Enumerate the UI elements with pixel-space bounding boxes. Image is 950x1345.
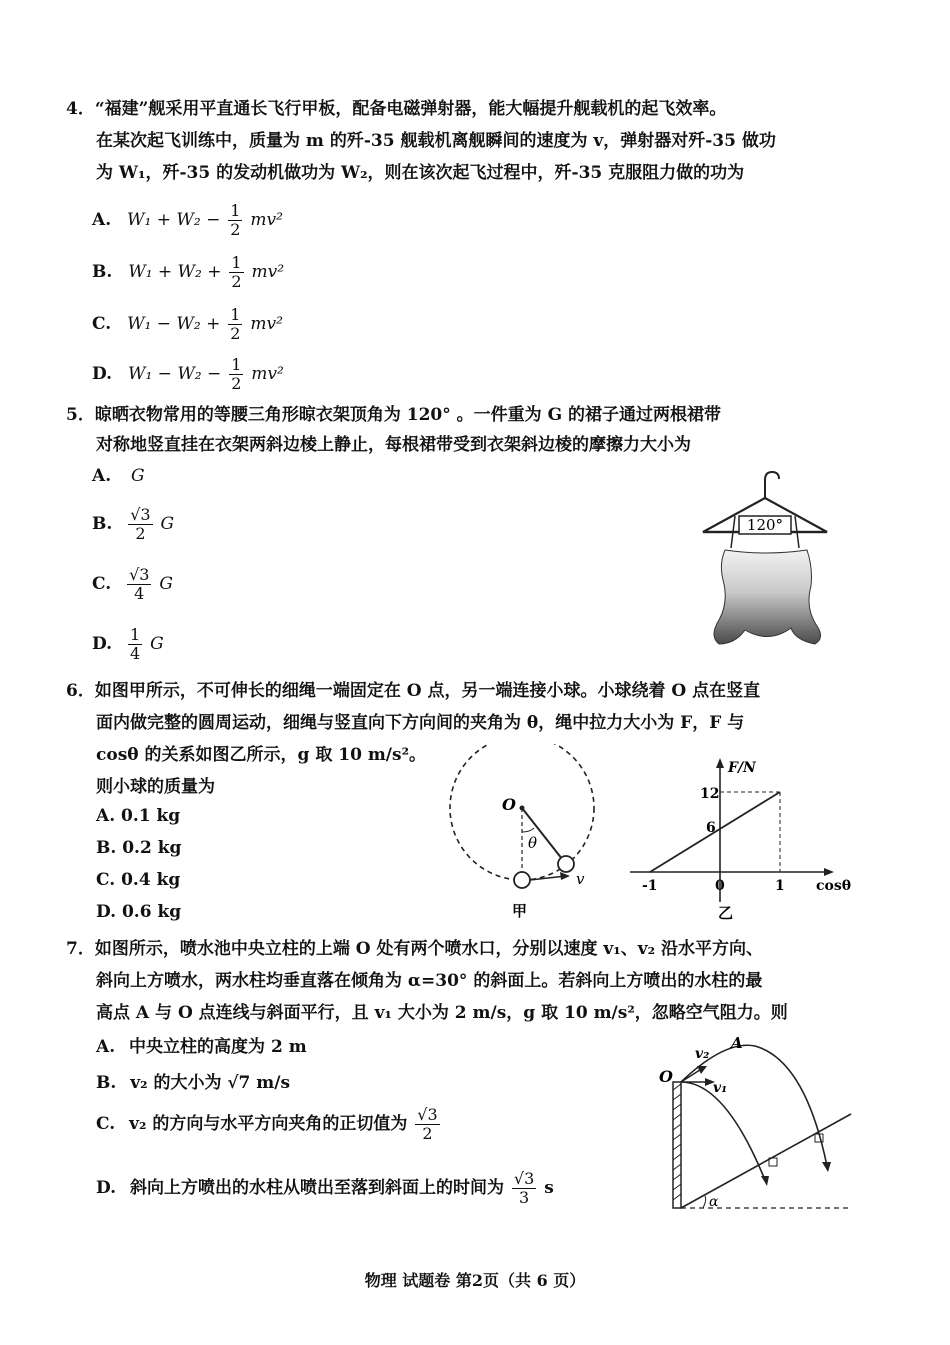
- label-o: O: [502, 795, 516, 814]
- option-text: v₂ 的方向与水平方向夹角的正切值为: [129, 1114, 408, 1134]
- q6-line-2: 面内做完整的圆周运动，细绳与竖直向下方向间的夹角为 θ，绳中拉力大小为 F，F 与: [96, 713, 745, 733]
- option-label: B.: [96, 1073, 117, 1093]
- option-label: A.: [92, 210, 112, 230]
- q4-option-d: [92, 356, 284, 393]
- q6-option-b: B. 0.2 kg: [96, 838, 182, 858]
- page-footer: 物理 试题卷 第2页（共 6 页）: [364, 1271, 586, 1290]
- q6-line-1: 6．如图甲所示，不可伸长的细绳一端固定在 O 点，另一端连接小球。小球绕着 O 点在竖直: [66, 681, 761, 701]
- option-label: B.: [92, 514, 113, 534]
- q6-option-c: C. 0.4 kg: [96, 870, 181, 890]
- option-text: 斜向上方喷出的水柱从喷出至落到斜面上的时间为: [129, 1178, 504, 1198]
- option-tail: mv²: [250, 210, 283, 230]
- q4-option-c: [92, 306, 283, 343]
- q4-option-b: [92, 254, 284, 291]
- ytick-6: 6: [706, 820, 716, 836]
- option-tail: G: [159, 574, 173, 594]
- x-label: cosθ: [816, 878, 852, 894]
- option-label: D.: [92, 364, 113, 384]
- q7-option-b: [96, 1068, 290, 1093]
- force-graph-figure: [620, 752, 860, 922]
- q5-option-a: [92, 466, 145, 486]
- q7-option-d: [96, 1170, 554, 1207]
- fraction: $\frac{√3}{4}$: [129, 565, 150, 603]
- caption-jia: 甲: [512, 902, 528, 920]
- circular-motion-figure: [440, 744, 610, 924]
- label-v1: v₁: [713, 1080, 728, 1096]
- fraction: $\frac{1}{2}$: [230, 201, 241, 239]
- fraction: $\frac{√3}{2}$: [130, 505, 151, 543]
- q7-line-3: 高点 A 与 O 点连线与斜面平行，且 v₁ 大小为 2 m/s，g 取 10 m/s²，忽略空气阻力。则: [96, 1003, 788, 1023]
- option-expr: W₁ − W₂ −: [127, 364, 222, 384]
- option-expr: W₁ − W₂ +: [127, 314, 221, 334]
- option-text: v₂ 的大小为 √7 m/s: [130, 1073, 291, 1093]
- option-label: D.: [96, 1178, 117, 1198]
- option-text: 中央立柱的高度为 2 m: [129, 1037, 307, 1057]
- option-label: D.: [92, 634, 113, 654]
- caption-yi: 乙: [718, 904, 734, 922]
- trajectory-1: [681, 1082, 765, 1180]
- option-tail: mv²: [251, 262, 285, 282]
- option-label: B.: [92, 262, 113, 282]
- q6-line-3: cosθ 的关系如图乙所示，g 取 10 m/s²。: [96, 745, 427, 765]
- option-label: A.: [92, 466, 112, 486]
- option-expr: W₁ + W₂ −: [127, 210, 221, 230]
- option-label: A.: [96, 1037, 116, 1057]
- fraction: $\frac{1}{4}$: [129, 625, 141, 663]
- q4-line-3: 为 W₁，歼-35 的发动机做功为 W₂，则在该次起飞过程中，歼-35 克服阻力做的功为: [96, 163, 745, 183]
- option-tail: mv²: [250, 314, 283, 334]
- option-tail: G: [160, 514, 175, 534]
- option-tail: G: [150, 634, 164, 654]
- fountain-figure: [655, 1030, 860, 1215]
- xtick-1: 1: [775, 878, 785, 894]
- q5-line-1: 5．晾晒衣物常用的等腰三角形晾衣架顶角为 120° 。一件重为 G 的裙子通过两根裙带: [66, 405, 722, 425]
- ball: [558, 856, 574, 872]
- y-label: F/N: [728, 760, 756, 776]
- hanger-dress-figure: [695, 468, 845, 658]
- q6-option-a: A. 0.1 kg: [96, 806, 181, 826]
- option-tail: mv²: [251, 364, 284, 384]
- fraction: $\frac{1}{2}$: [231, 253, 242, 291]
- fraction: $\frac{1}{2}$: [231, 355, 242, 393]
- hook-icon: [765, 472, 779, 498]
- q7-line-1: 7．如图所示，喷水池中央立柱的上端 O 处有两个喷水口，分别以速度 v₁、v₂ 沿水平方向、: [66, 939, 763, 959]
- q7-line-2: 斜向上方喷水，两水柱均垂直落在倾角为 α=30° 的斜面上。若斜向上方喷出的水柱的最: [96, 971, 763, 991]
- ball-bottom: [514, 872, 530, 888]
- option-tail: s: [544, 1178, 554, 1198]
- trajectory-2: [681, 1045, 827, 1166]
- fraction: $\frac{1}{2}$: [230, 305, 241, 343]
- option-label: C.: [92, 574, 112, 594]
- angle-label: 120°: [746, 516, 784, 534]
- xtick-0: 0: [715, 878, 725, 894]
- label-v: v: [576, 870, 585, 888]
- q5-option-d: [92, 626, 164, 663]
- q5-line-2: 对称地竖直挂在衣架两斜边棱上静止，每根裙带受到衣架斜边棱的摩擦力大小为: [96, 435, 691, 455]
- q7-option-c: [96, 1106, 442, 1143]
- fraction: $\frac{√3}{2}$: [417, 1105, 438, 1143]
- option-label: C.: [96, 1114, 116, 1134]
- q4-line-1: 4．“福建”舰采用平直通长飞行甲板，配备电磁弹射器，能大幅提升舰载机的起飞效率。: [66, 99, 727, 119]
- option-label: C.: [92, 314, 112, 334]
- q6-line-4: 则小球的质量为: [96, 777, 215, 797]
- label-theta: θ: [528, 834, 538, 852]
- dress-shape: [714, 550, 821, 644]
- option-text: G: [131, 466, 145, 486]
- fraction: $\frac{√3}{3}$: [513, 1169, 535, 1207]
- label-a: A: [731, 1034, 743, 1052]
- xtick-neg1: -1: [642, 878, 658, 894]
- label-o: O: [659, 1067, 673, 1086]
- q4-option-a: [92, 202, 283, 239]
- q4-line-2: 在某次起飞训练中，质量为 m 的歼-35 舰载机离舰瞬间的速度为 v，弹射器对歼-35 做功: [96, 131, 776, 151]
- label-v2: v₂: [695, 1046, 710, 1062]
- label-alpha: α: [709, 1194, 719, 1210]
- q5-option-c: [92, 566, 173, 603]
- option-expr: W₁ + W₂ +: [128, 262, 222, 282]
- q5-option-b: [92, 506, 174, 543]
- ytick-12: 12: [700, 786, 720, 802]
- q7-option-a: [96, 1032, 307, 1057]
- q6-option-d: D. 0.6 kg: [96, 902, 182, 922]
